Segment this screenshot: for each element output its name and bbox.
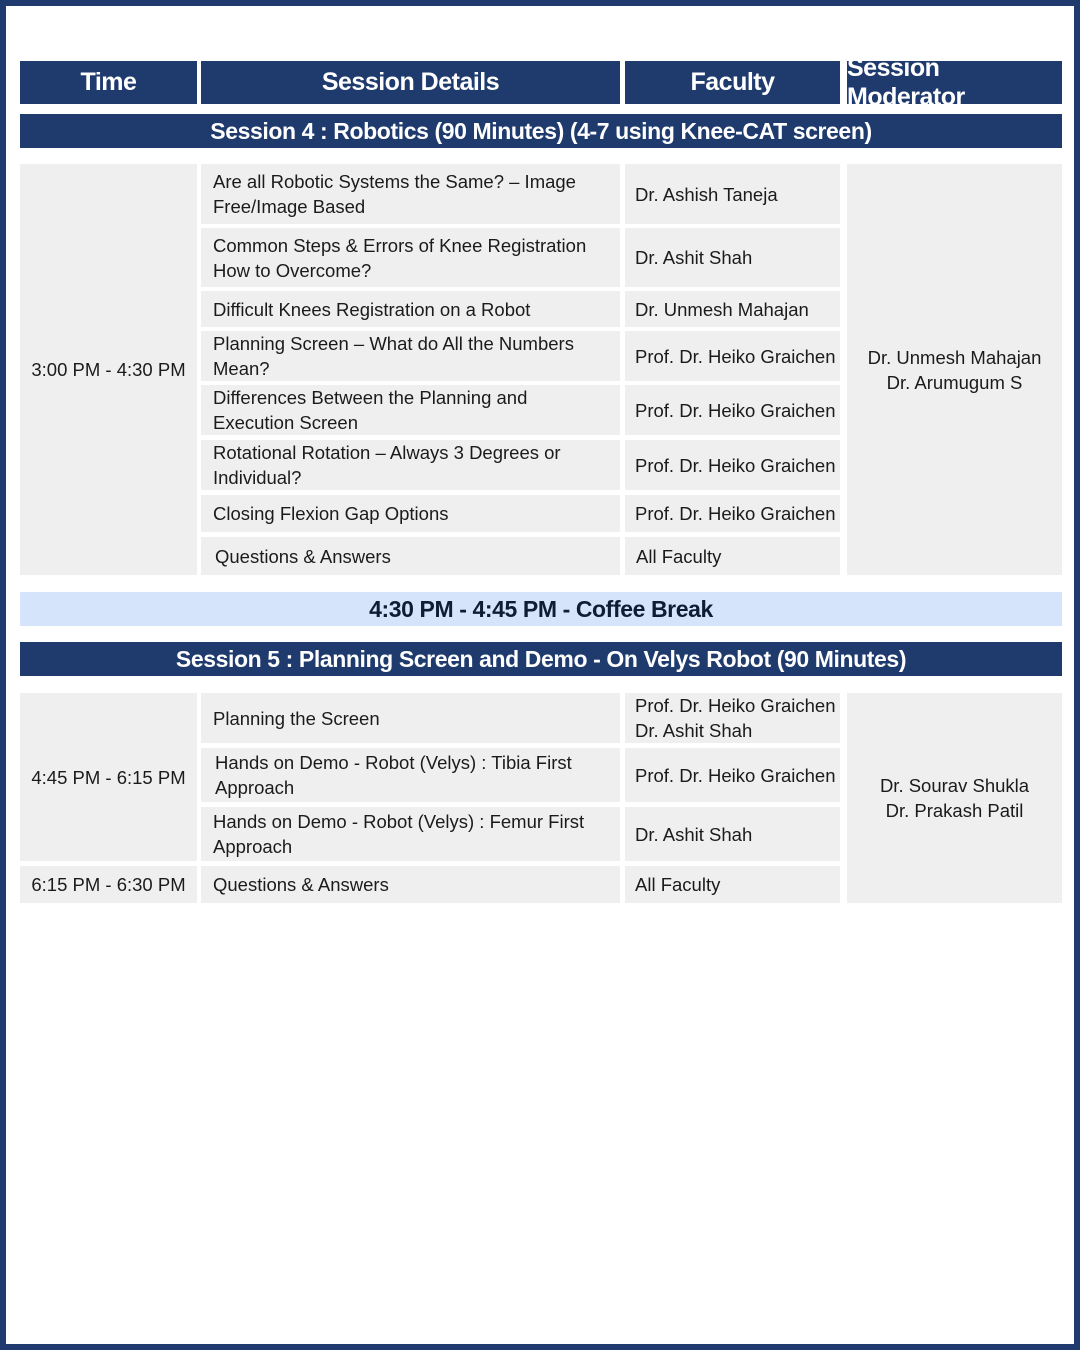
session4-row-2-details: Common Steps & Errors of Knee Registration How to Overcome? <box>201 228 620 287</box>
session5-row-4-details: Questions & Answers <box>201 866 620 903</box>
session4-row-1-details: Are all Robotic Systems the Same? – Image Free/Image Based <box>201 164 620 224</box>
session4-moderator <box>847 164 1062 575</box>
session4-row-4-details: Planning Screen – What do All the Numbers Mean? <box>201 331 620 381</box>
session5-row-2-details: Hands on Demo - Robot (Velys) : Tibia First Approach <box>201 748 620 802</box>
session4-row-4-faculty: Prof. Dr. Heiko Graichen <box>625 331 840 381</box>
session4-row-5-details: Differences Between the Planning and Execution Screen <box>201 385 620 435</box>
session4-row-1-faculty: Dr. Ashish Taneja <box>625 164 840 224</box>
session4-row-3-faculty: Dr. Unmesh Mahajan <box>625 291 840 327</box>
session5-qa-time: 6:15 PM - 6:30 PM <box>20 866 197 903</box>
session5-moderator-1: Dr. Sourav Shukla <box>879 775 1030 796</box>
session4-row-6-details: Rotational Rotation – Always 3 Degrees or Individual? <box>201 440 620 490</box>
session4-row-3-details: Difficult Knees Registration on a Robot <box>201 291 620 327</box>
session5-row-2-faculty: Prof. Dr. Heiko Graichen <box>625 748 840 802</box>
session4-row-5-faculty: Prof. Dr. Heiko Graichen <box>625 385 840 435</box>
session5-row-1-details: Planning the Screen <box>201 693 620 743</box>
header-time: Time <box>20 61 197 104</box>
session5-row-4-faculty: All Faculty <box>625 866 840 903</box>
session4-row-8-faculty: All Faculty <box>625 537 840 575</box>
session4-time: 3:00 PM - 4:30 PM <box>20 164 197 575</box>
session5-row-3-faculty: Dr. Ashit Shah <box>625 807 840 861</box>
coffee-break-banner: 4:30 PM - 4:45 PM - Coffee Break <box>20 592 1062 626</box>
session4-row-7-faculty: Prof. Dr. Heiko Graichen <box>625 495 840 532</box>
session5-time: 4:45 PM - 6:15 PM <box>20 693 197 861</box>
header-session-details: Session Details <box>201 61 620 104</box>
header-session-moderator: Session Moderator <box>847 61 1062 104</box>
session4-moderator-1: Dr. Unmesh Mahajan <box>867 346 1042 368</box>
session5-row-3-details: Hands on Demo - Robot (Velys) : Femur First Approach <box>201 807 620 861</box>
session5-moderator <box>847 693 1062 903</box>
session4-row-7-details: Closing Flexion Gap Options <box>201 495 620 532</box>
session4-row-8-details: Questions & Answers <box>201 537 620 575</box>
session5-row-1-faculty-1: Prof. Dr. Heiko Graichen <box>635 695 836 716</box>
session4-row-6-faculty: Prof. Dr. Heiko Graichen <box>625 440 840 490</box>
session4-moderator-2: Dr. Arumugum S <box>886 371 1023 393</box>
session5-row-1-faculty <box>625 693 840 743</box>
session4-title: Session 4 : Robotics (90 Minutes) (4-7 using Knee-CAT screen) <box>20 114 1062 148</box>
session5-moderator-2: Dr. Prakash Patil <box>885 800 1024 821</box>
session4-row-2-faculty: Dr. Ashit Shah <box>625 228 840 287</box>
session5-title: Session 5 : Planning Screen and Demo - On Velys Robot (90 Minutes) <box>20 642 1062 676</box>
session5-row-1-faculty-2: Dr. Ashit Shah <box>635 720 753 741</box>
header-faculty: Faculty <box>625 61 840 104</box>
